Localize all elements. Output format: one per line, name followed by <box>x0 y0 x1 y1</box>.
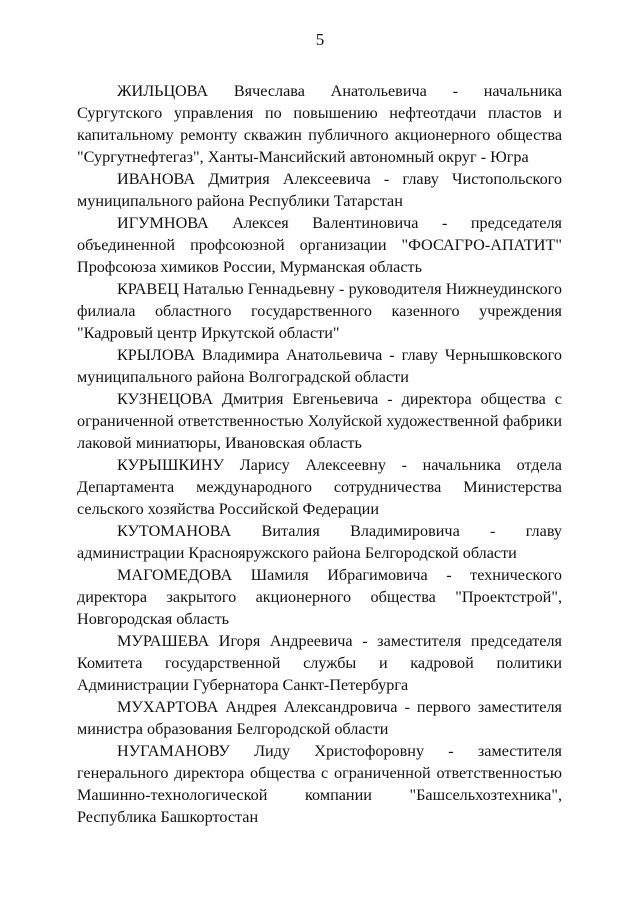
list-item: КУТОМАНОВА Виталия Владимировича - главу администрации Краснояружского района Белгородской области <box>77 522 562 562</box>
list-item: НУГАМАНОВУ Лиду Христофоровну - заместителя генерального директора общества с ограниченной ответственностью Машинно-технологической компании "Башсельхозтехника", Республика Башкортостан <box>77 742 562 826</box>
list-item: ИГУМНОВА Алексея Валентиновича - председателя объединенной профсоюзной организации "ФОСАГРО-АПАТИТ" Профсоюза химиков России, Мурманская область <box>77 214 562 276</box>
list-item: КУЗНЕЦОВА Дмитрия Евгеньевича - директора общества с ограниченной ответственностью Холуйской художественной фабрики лаковой миниатюры, Ивановская область <box>77 390 562 452</box>
list-item: ИВАНОВА Дмитрия Алексеевича - главу Чистопольского муниципального района Республики Татарстан <box>77 170 562 210</box>
list-item: МУРАШЕВА Игоря Андреевича - заместителя председателя Комитета государственной службы и кадровой политики Администрации Губернатора Санкт-Петербурга <box>77 632 562 694</box>
award-list <box>77 80 562 828</box>
list-item: ЖИЛЬЦОВА Вячеслава Анатольевича - начальника Сургутского управления по повышению нефтеотдачи пластов и капитальному ремонту скважин публичного акционерного общества "Сургутнефтегаз", Ханты-Мансийский автономный округ - Югра <box>77 82 562 166</box>
list-item: МАГОМЕДОВА Шамиля Ибрагимовича - технического директора закрытого акционерного общества "Проектстрой", Новгородская область <box>77 566 562 628</box>
list-item: КУРЫШКИНУ Ларису Алексеевну - начальника отдела Департамента международного сотрудничества Министерства сельского хозяйства Российской Федерации <box>77 456 562 518</box>
list-item: МУХАРТОВА Андрея Александровича - первого заместителя министра образования Белгородской области <box>77 698 562 738</box>
list-item: КРАВЕЦ Наталью Геннадьевну - руководителя Нижнеудинского филиала областного государственного казенного учреждения "Кадровый центр Иркутской области" <box>77 280 562 342</box>
page-number: 5 <box>315 30 325 49</box>
list-item: КРЫЛОВА Владимира Анатольевича - главу Чернышковского муниципального района Волгоградской области <box>77 346 562 386</box>
